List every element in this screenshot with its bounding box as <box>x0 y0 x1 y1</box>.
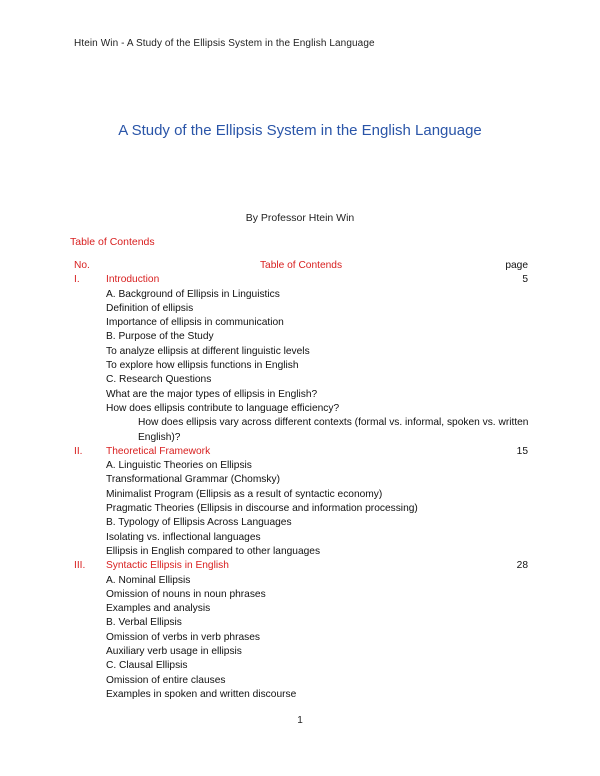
toc-item-text: How does ellipsis vary across different contexts (formal vs. informal, spoken vs. written English)? <box>138 417 529 443</box>
toc-item <box>74 388 528 402</box>
toc-header-page: page <box>505 260 528 271</box>
toc-item-text: Examples in spoken and written discourse <box>106 688 297 700</box>
toc-caption: Table of Contends <box>70 236 155 248</box>
toc-item <box>74 674 528 688</box>
toc-item <box>74 302 528 316</box>
toc-item <box>74 659 528 673</box>
section-page: 5 <box>522 274 528 286</box>
toc-item <box>74 459 528 473</box>
section-title: Syntactic Ellipsis in English <box>106 560 229 572</box>
page-number: 1 <box>297 715 303 726</box>
toc-item-text: Examples and analysis <box>106 603 211 615</box>
toc-item <box>74 316 528 330</box>
toc-item-text: B. Typology of Ellipsis Across Languages <box>106 517 292 529</box>
table-of-contents <box>74 259 528 702</box>
toc-header-no: No. <box>74 260 90 271</box>
toc-item-text: Transformational Grammar (Chomsky) <box>106 474 280 486</box>
toc-item-text: A. Linguistic Theories on Ellipsis <box>106 460 252 472</box>
toc-item <box>74 574 528 588</box>
toc-item <box>74 645 528 659</box>
toc-item-text: What are the major types of ellipsis in English? <box>106 388 318 400</box>
toc-section-row <box>74 445 528 459</box>
toc-section-row <box>74 559 528 573</box>
toc-item <box>74 531 528 545</box>
toc-item <box>74 688 528 702</box>
toc-item <box>74 373 528 387</box>
author-line: By Professor Htein Win <box>245 212 355 224</box>
toc-item-text: Auxiliary verb usage in ellipsis <box>106 646 242 658</box>
document-title: A Study of the Ellipsis System in the English Language <box>118 122 482 139</box>
toc-item-text: Omission of entire clauses <box>106 674 226 686</box>
toc-item <box>74 502 528 516</box>
toc-item <box>74 473 528 487</box>
toc-item <box>74 330 528 344</box>
toc-item <box>74 631 528 645</box>
section-title: Introduction <box>106 274 160 286</box>
toc-item-text: A. Background of Ellipsis in Linguistics <box>106 288 280 300</box>
toc-item <box>74 545 528 559</box>
toc-item-text: B. Verbal Ellipsis <box>106 617 182 629</box>
toc-item <box>74 416 528 445</box>
toc-item-text: Minimalist Program (Ellipsis as a result of syntactic economy) <box>106 488 383 500</box>
toc-item <box>74 588 528 602</box>
section-number: III. <box>74 560 86 572</box>
toc-item-text: Importance of ellipsis in communication <box>106 317 284 329</box>
toc-item-text: To analyze ellipsis at different linguistic levels <box>106 345 310 357</box>
toc-item-text: B. Purpose of the Study <box>106 331 214 343</box>
toc-item <box>74 402 528 416</box>
toc-item-text: A. Nominal Ellipsis <box>106 574 191 586</box>
running-header: Htein Win - A Study of the Ellipsis System in the English Language <box>74 38 375 49</box>
toc-item <box>74 345 528 359</box>
toc-item <box>74 359 528 373</box>
toc-item-text: Pragmatic Theories (Ellipsis in discourse and information processing) <box>106 503 418 515</box>
toc-item-text: How does ellipsis contribute to language efficiency? <box>106 402 340 414</box>
section-number: I. <box>74 274 80 286</box>
section-page: 15 <box>516 445 528 457</box>
toc-item <box>74 616 528 630</box>
section-title: Theoretical Framework <box>106 445 211 457</box>
toc-section-row <box>74 273 528 287</box>
toc-item <box>74 488 528 502</box>
toc-item-text: C. Research Questions <box>106 374 212 386</box>
toc-item-text: Ellipsis in English compared to other languages <box>106 545 321 557</box>
section-number: II. <box>74 445 83 457</box>
toc-item-text: Omission of nouns in noun phrases <box>106 588 266 600</box>
toc-item-text: Omission of verbs in verb phrases <box>106 631 261 643</box>
toc-item-text: To explore how ellipsis functions in English <box>106 360 299 372</box>
toc-item <box>74 602 528 616</box>
toc-item <box>74 516 528 530</box>
toc-item-text: C. Clausal Ellipsis <box>106 660 188 672</box>
toc-item-text: Definition of ellipsis <box>106 302 194 314</box>
section-page: 28 <box>516 560 528 572</box>
toc-header-title: Table of Contends <box>259 260 343 271</box>
toc-item <box>74 288 528 302</box>
toc-header-row <box>74 259 528 273</box>
toc-item-text: Isolating vs. inflectional languages <box>106 531 261 543</box>
